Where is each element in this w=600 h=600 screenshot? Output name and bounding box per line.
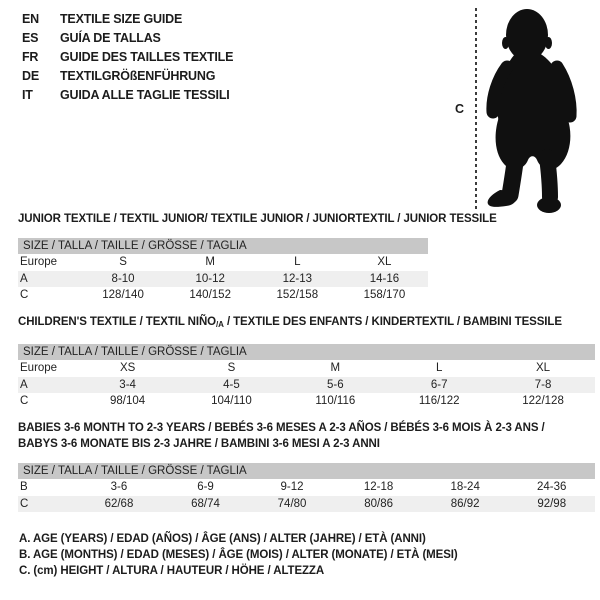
value-cell: XS — [119, 362, 136, 375]
children-title-suffix: / TEXTILE DES ENFANTS / KINDERTEXTIL / BAMBINI TESSILE — [223, 316, 562, 328]
row-label-cell: A — [20, 378, 28, 391]
value-cell: M — [205, 256, 215, 269]
children-title-subscript: /A — [216, 320, 224, 329]
language-code: ES — [22, 30, 39, 45]
language-row-en — [22, 9, 233, 28]
value-cell: XL — [536, 362, 551, 375]
size-header-bar: SIZE / TALLA / TAILLE / GRÖSSE / TAGLIA — [18, 344, 595, 360]
value-cell: 18-24 — [450, 481, 480, 494]
value-cell: M — [330, 362, 341, 375]
value-cell: 128/140 — [102, 289, 144, 302]
value-cell: 10-12 — [195, 272, 225, 285]
row-label-cell: C — [20, 497, 29, 510]
value-cell: 6-7 — [430, 378, 448, 391]
value-cell: 110/116 — [315, 395, 356, 408]
value-cell: 80/86 — [364, 497, 393, 510]
language-title: GUIDE DES TAILLES TEXTILE — [60, 49, 234, 64]
language-title: GUIDA ALLE TAGLIE TESSILI — [60, 88, 230, 103]
value-cell: 158/170 — [363, 289, 406, 302]
junior-textile-section — [18, 213, 497, 304]
value-cell: 6-9 — [197, 481, 214, 494]
value-cell: S — [119, 256, 127, 269]
footnote-b: B. AGE (MONTHS) / EDAD (MESES) / ÂGE (MOIS) / ALTER (MONATE) / ETÀ (MESI) — [19, 549, 458, 561]
language-code: EN — [22, 11, 39, 26]
value-cell: 3-6 — [110, 481, 128, 494]
value-cell: 12-18 — [363, 481, 394, 494]
table-row — [18, 360, 595, 377]
language-row-it — [22, 86, 233, 105]
value-cell: 140/152 — [189, 289, 231, 302]
language-list — [22, 9, 233, 105]
junior-size-table — [18, 254, 428, 304]
children-textile-section — [18, 316, 595, 410]
babies-textile-section — [18, 421, 595, 512]
row-label-cell: C — [20, 289, 29, 302]
table-row — [18, 479, 595, 496]
value-cell: 152/158 — [276, 289, 319, 302]
value-cell: 122/128 — [522, 395, 564, 408]
height-measure-label: C — [455, 102, 465, 116]
row-label-cell: Europe — [20, 362, 58, 375]
row-label-cell: C — [20, 395, 29, 408]
value-cell: 24-36 — [537, 481, 567, 494]
value-cell: 86/92 — [450, 497, 480, 510]
footnote-c: C. (cm) HEIGHT / ALTURA / HAUTEUR / HÖHE / ALTEZZA — [19, 565, 325, 577]
table-row — [18, 393, 595, 410]
children-title-prefix: CHILDREN'S TEXTILE / TEXTIL NIÑO — [18, 316, 217, 328]
value-cell: 12-13 — [282, 272, 313, 285]
row-label-cell: A — [20, 272, 28, 285]
language-row-fr — [22, 47, 233, 66]
footnote-a: A. AGE (YEARS) / EDAD (AÑOS) / ÂGE (ANS) / ALTER (JAHRE) / ETÀ (ANNI) — [19, 533, 426, 545]
legend-footnotes — [19, 531, 458, 579]
value-cell: 74/80 — [277, 497, 307, 510]
value-cell: L — [435, 362, 443, 375]
value-cell: 68/74 — [191, 497, 220, 510]
value-cell: 92/98 — [537, 497, 567, 510]
junior-section-title: JUNIOR TEXTILE / TEXTIL JUNIOR/ TEXTILE JUNIOR / JUNIORTEXTIL / JUNIOR TESSILE — [18, 213, 497, 225]
table-row — [18, 254, 428, 271]
value-cell: 116/122 — [418, 395, 460, 408]
value-cell: XL — [377, 256, 392, 269]
height-measure-dotted-line — [475, 8, 477, 212]
size-header-bar: SIZE / TALLA / TAILLE / GRÖSSE / TAGLIA — [18, 238, 428, 254]
children-section-title — [18, 316, 595, 328]
value-cell: 5-6 — [327, 378, 344, 391]
table-row — [18, 271, 428, 288]
table-row — [18, 496, 595, 513]
babies-title-line-2: BABYS 3-6 MONATE BIS 2-3 JAHRE / BAMBINI 3-6 MESI A 2-3 ANNI — [18, 437, 380, 450]
language-row-de — [22, 67, 233, 86]
language-title: GUÍA DE TALLAS — [60, 30, 161, 45]
babies-section-title — [18, 421, 595, 452]
babies-size-table — [18, 479, 595, 512]
value-cell: 7-8 — [534, 378, 552, 391]
language-code: DE — [22, 69, 39, 84]
value-cell: 62/68 — [104, 497, 134, 510]
language-title: TEXTILE SIZE GUIDE — [60, 11, 183, 26]
value-cell: 3-4 — [119, 378, 136, 391]
size-header-bar: SIZE / TALLA / TAILLE / GRÖSSE / TAGLIA — [18, 463, 595, 479]
row-label-cell: Europe — [20, 256, 58, 269]
value-cell: 104/110 — [211, 395, 252, 408]
language-title: TEXTILGRÖßENFÜHRUNG — [60, 69, 216, 84]
value-cell: 9-12 — [280, 481, 304, 494]
value-cell: 8-10 — [111, 272, 135, 285]
language-row-es — [22, 28, 233, 47]
value-cell: 98/104 — [110, 395, 146, 408]
babies-title-line-1: BABIES 3-6 MONTH TO 2-3 YEARS / BEBÉS 3-6 MESES A 2-3 AÑOS / BÉBÉS 3-6 MOIS À 2-3 ANS / — [18, 422, 545, 434]
value-cell: L — [294, 256, 301, 269]
children-size-table — [18, 360, 595, 410]
table-row — [18, 377, 595, 394]
row-label-cell: B — [20, 481, 28, 494]
baby-silhouette — [486, 5, 582, 215]
value-cell: 14-16 — [369, 272, 400, 285]
table-row — [18, 287, 428, 304]
value-cell: 4-5 — [223, 378, 240, 391]
language-code: IT — [22, 88, 33, 103]
value-cell: S — [227, 362, 236, 375]
language-code: FR — [22, 49, 39, 64]
